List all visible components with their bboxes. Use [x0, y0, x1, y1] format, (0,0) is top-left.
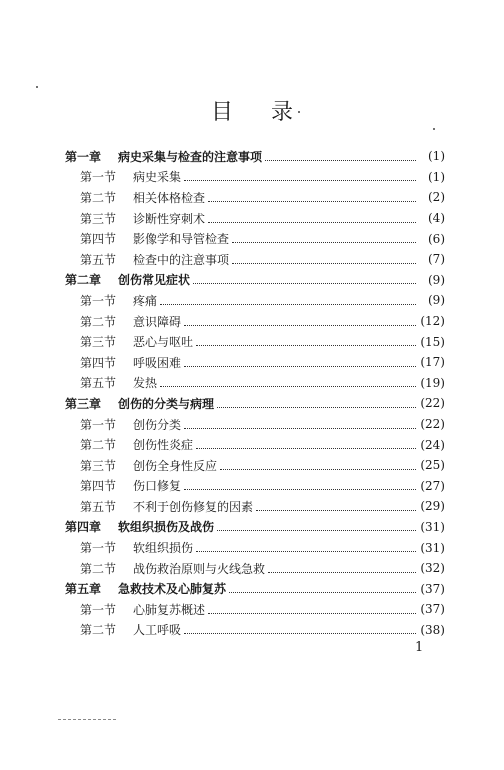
- chapter-title: 创伤常见症状: [118, 273, 191, 288]
- dot-leader: [229, 592, 416, 593]
- section-number: 第四节: [80, 479, 117, 494]
- page-reference: (17): [420, 355, 445, 370]
- dot-leader: [196, 345, 416, 346]
- toc-section-row[interactable]: [65, 620, 445, 641]
- toc-section-row[interactable]: [65, 167, 445, 188]
- dot-leader: [208, 222, 416, 223]
- section-number: 第一节: [80, 541, 117, 556]
- page-reference: (24): [420, 437, 445, 452]
- page-reference: (22): [420, 417, 445, 432]
- table-of-contents: [65, 146, 445, 640]
- section-number: 第四节: [80, 232, 117, 247]
- section-number: 第三节: [80, 211, 117, 226]
- section-title: 战伤救治原则与火线急救: [133, 561, 266, 576]
- section-title: 影像学和导管检查: [133, 232, 230, 247]
- page-reference: (6): [428, 231, 445, 246]
- page-reference: (4): [428, 211, 445, 226]
- toc-section-row[interactable]: [65, 290, 445, 311]
- section-number: 第一节: [80, 417, 117, 432]
- section-number: 第二节: [80, 561, 117, 576]
- toc-chapter-row[interactable]: [65, 146, 445, 167]
- dot-leader: [196, 448, 416, 449]
- chapter-title: 软组织损伤及战伤: [118, 520, 215, 535]
- page-title: [0, 95, 504, 126]
- chapter-number: 第三章: [65, 396, 102, 411]
- section-number: 第五节: [80, 252, 117, 267]
- page-reference: (9): [428, 272, 445, 287]
- section-title: 创伤性炎症: [133, 438, 194, 453]
- chapter-number: 第一章: [65, 149, 102, 164]
- dot-leader: [208, 613, 416, 614]
- section-number: 第四节: [80, 355, 117, 370]
- page-reference: (19): [420, 375, 445, 390]
- chapter-title: 急救技术及心肺复苏: [118, 582, 227, 597]
- page-reference: (1): [428, 169, 445, 184]
- section-title: 病史采集: [133, 170, 182, 185]
- section-title: 不利于创伤修复的因素: [133, 499, 254, 514]
- page-reference: (22): [420, 396, 445, 411]
- toc-chapter-row[interactable]: [65, 517, 445, 538]
- chapter-number: 第四章: [65, 520, 102, 535]
- section-number: 第三节: [80, 335, 117, 350]
- page-reference: (1): [428, 149, 445, 164]
- section-number: 第二节: [80, 190, 117, 205]
- toc-section-row[interactable]: [65, 331, 445, 352]
- section-number: 第一节: [80, 602, 117, 617]
- scan-speck: [433, 128, 435, 130]
- section-title: 人工呼吸: [133, 623, 182, 638]
- toc-chapter-row[interactable]: [65, 393, 445, 414]
- section-title: 相关体格检查: [133, 190, 206, 205]
- dot-leader: [184, 325, 416, 326]
- page-reference: (31): [420, 540, 445, 555]
- page-reference: (31): [420, 519, 445, 534]
- section-number: 第二节: [80, 438, 117, 453]
- dot-leader: [160, 304, 416, 305]
- section-number: 第一节: [80, 293, 117, 308]
- dot-leader: [220, 469, 416, 470]
- section-title: 发热: [133, 376, 158, 391]
- dot-leader: [184, 366, 416, 367]
- chapter-number: 第二章: [65, 273, 102, 288]
- toc-section-row[interactable]: [65, 434, 445, 455]
- section-title: 意识障碍: [133, 314, 182, 329]
- section-title: 创伤分类: [133, 417, 182, 432]
- toc-section-row[interactable]: [65, 352, 445, 373]
- toc-section-row[interactable]: [65, 455, 445, 476]
- toc-section-row[interactable]: [65, 496, 445, 517]
- dot-leader: [184, 489, 416, 490]
- page-reference: (9): [428, 293, 445, 308]
- section-title: 检查中的注意事项: [133, 252, 230, 267]
- dot-leader: [232, 263, 416, 264]
- section-number: 第一节: [80, 170, 117, 185]
- chapter-title: 病史采集与检查的注意事项: [118, 149, 263, 164]
- dot-leader: [184, 428, 416, 429]
- dot-leader: [268, 572, 416, 573]
- dot-leader: [217, 407, 416, 408]
- section-number: 第二节: [80, 314, 117, 329]
- section-title: 恶心与呕吐: [133, 335, 194, 350]
- section-title: 呼吸困难: [133, 355, 182, 370]
- page-reference: (15): [420, 334, 445, 349]
- toc-section-row[interactable]: [65, 373, 445, 394]
- toc-chapter-row[interactable]: [65, 578, 445, 599]
- toc-section-row[interactable]: [65, 558, 445, 579]
- dot-leader: [217, 530, 416, 531]
- dot-leader: [193, 283, 416, 284]
- page-reference: (38): [420, 622, 445, 637]
- page-reference: (25): [420, 458, 445, 473]
- page-reference: (29): [420, 499, 445, 514]
- scan-artifact-line: [58, 719, 116, 720]
- section-title: 软组织损伤: [133, 541, 194, 556]
- dot-leader: [160, 386, 416, 387]
- chapter-title: 创伤的分类与病理: [118, 396, 215, 411]
- toc-section-row[interactable]: [65, 476, 445, 497]
- chapter-number: 第五章: [65, 582, 102, 597]
- section-number: 第二节: [80, 623, 117, 638]
- page-number: 1: [415, 640, 424, 655]
- toc-section-row[interactable]: [65, 208, 445, 229]
- page-reference: (7): [428, 252, 445, 267]
- toc-section-row[interactable]: [65, 249, 445, 270]
- dot-leader: [232, 242, 416, 243]
- page-reference: (32): [420, 561, 445, 576]
- toc-section-row[interactable]: [65, 187, 445, 208]
- section-number: 第三节: [80, 458, 117, 473]
- toc-chapter-row[interactable]: [65, 270, 445, 291]
- toc-section-row[interactable]: [65, 228, 445, 249]
- page-reference: (2): [428, 190, 445, 205]
- page-reference: (27): [420, 478, 445, 493]
- toc-section-row[interactable]: [65, 537, 445, 558]
- section-title: 伤口修复: [133, 479, 182, 494]
- section-number: 第五节: [80, 499, 117, 514]
- dot-leader: [196, 551, 416, 552]
- page-reference: (37): [420, 602, 445, 617]
- dot-leader: [256, 510, 416, 511]
- toc-section-row[interactable]: [65, 311, 445, 332]
- title-char-1: 目: [210, 100, 233, 125]
- page-reference: (12): [420, 314, 445, 329]
- scan-speck: [298, 111, 300, 113]
- page-reference: (37): [420, 581, 445, 596]
- dot-leader: [184, 633, 416, 634]
- dot-leader: [265, 160, 416, 161]
- toc-section-row[interactable]: [65, 414, 445, 435]
- title-char-2: 录: [271, 100, 294, 125]
- section-number: 第五节: [80, 376, 117, 391]
- dot-leader: [208, 201, 416, 202]
- section-title: 创伤全身性反应: [133, 458, 218, 473]
- toc-section-row[interactable]: [65, 599, 445, 620]
- scan-speck: [36, 86, 38, 88]
- section-title: 疼痛: [133, 293, 158, 308]
- dot-leader: [184, 180, 416, 181]
- section-title: 心肺复苏概述: [133, 602, 206, 617]
- section-title: 诊断性穿刺术: [133, 211, 206, 226]
